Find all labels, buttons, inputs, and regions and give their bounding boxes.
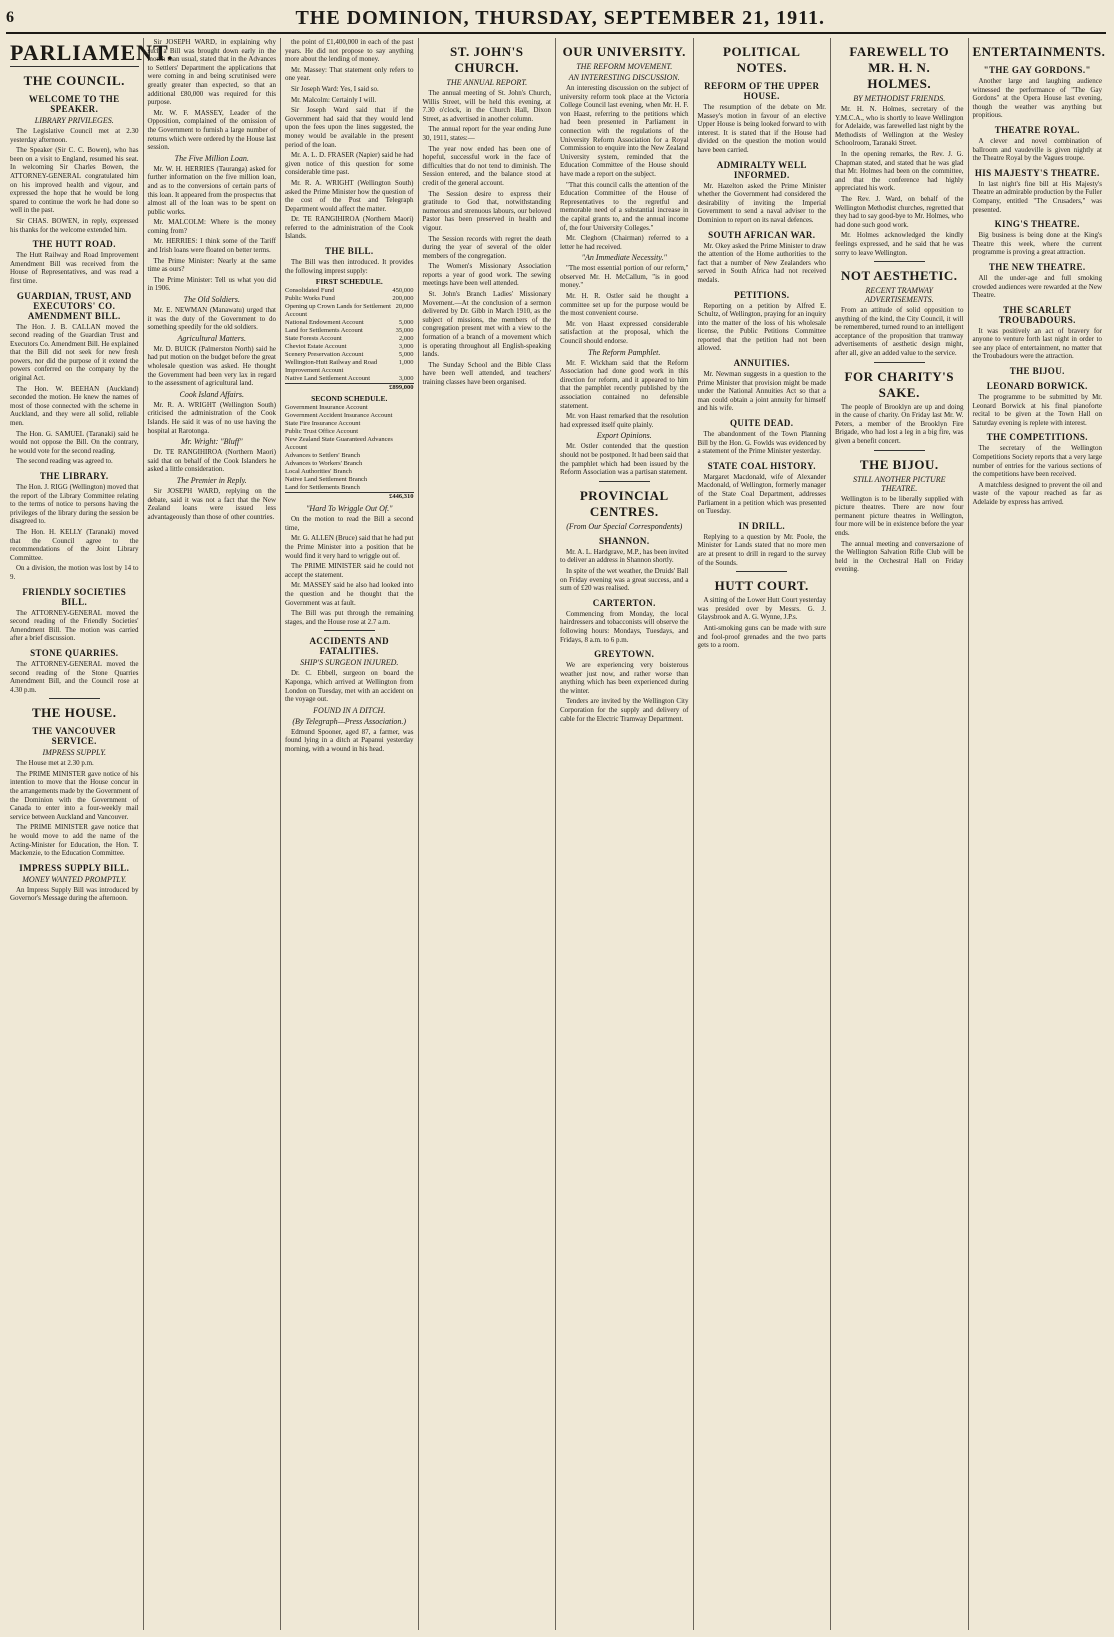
table-row: Land for Settlements Branch <box>285 484 360 492</box>
subheading: IMPRESS SUPPLY. <box>42 748 107 758</box>
subheading: (By Telegraph—Press Association.) <box>292 716 407 726</box>
subheading: RECENT TRAMWAY ADVERTISEMENTS. <box>864 286 934 305</box>
section-heading: FAREWELL TO MR. H. N. HOLMES. <box>849 44 950 91</box>
paragraph: Wellington is to be liberally supplied with picture theatres. There are now four permanent picture theatres in Wellington, four more will be in existence before the year ends. <box>835 494 964 537</box>
paragraph: Mr. HERRIES: I think some of the Tariff and Irish loans were floated on better terms. <box>147 237 276 255</box>
section-heading: HUTT COURT. <box>714 578 809 594</box>
divider <box>874 261 925 262</box>
paragraph: The annual meeting of St. John's Church, Willis Street, will be held this evening, at 7.30 o'clock, in the Church Hall, Dixon Street, as advertised in another column. <box>422 89 551 123</box>
paragraph: The Prime Minister: Tell us what you did in 1906. <box>147 275 276 293</box>
subheading: THE LIBRARY. <box>39 471 109 481</box>
table-row: Consolidated Fund 450,000 <box>285 287 414 295</box>
subheading: "An Immediate Necessity." <box>581 253 667 263</box>
table-row: State Forests Account 2,000 <box>285 335 414 343</box>
paragraph: The Speaker (Sir C. C. Bowen), who has been on a visit to England, resumed his seat. In welcoming Sir Charles Bowen, the ATTORNEY-GENERAL congratulated him on his improved health and vigour, and expressed the hope that he would be long spared to continue the work he had done so well in the past. <box>10 146 139 215</box>
subheading: SHIP'S SURGEON INJURED. <box>300 658 399 668</box>
paragraph: Mr. Hazelton asked the Prime Minister whether the Government had considered the desirability of inviting the Imperial Government to send a naval adviser to the Dominion to report on its naval defences. <box>697 181 826 224</box>
subheading: SHANNON. <box>599 535 650 546</box>
column-university <box>556 38 694 1630</box>
paragraph: Sir Joseph Ward: Yes, I said so. <box>291 84 379 93</box>
subheading: STILL ANOTHER PICTURE THEATRE. <box>852 474 946 493</box>
paragraph: The year now ended has been one of hopeful, successful work in the face of difficulties that do not tend to diminish. The Session entered, and the balance stood at credit of the general account. <box>422 144 551 187</box>
subheading: The Premier in Reply. <box>176 475 247 485</box>
subheading: Agricultural Matters. <box>177 333 246 343</box>
paragraph: The House met at 2.30 p.m. <box>16 759 94 768</box>
column-parliament <box>6 38 174 1630</box>
subheading: (From Our Special Correspondents) <box>566 521 683 531</box>
table-row: Scenery Preservation Account 5,000 <box>285 351 414 359</box>
paragraph: A matchless designed to prevent the oil and waste of the vapour reached as far as Adelaide by express has arrived. <box>972 480 1102 506</box>
paragraph: The Bill was then introduced. It provides the following imprest supply: <box>285 258 414 275</box>
table-row: Native Land Settlement Account 3,000 <box>285 375 414 383</box>
divider <box>874 450 925 451</box>
subheading: The Five Million Loan. <box>174 153 249 163</box>
paragraph: Dr. C. Ebbell, surgeon on board the Kaponga, which arrived at Wellington from London on Tuesday, met with an accident on the voyage out. <box>285 669 414 704</box>
column-political <box>694 38 832 1630</box>
table-row: Opening up Crown Lands for Settlement Account 20,000 <box>285 303 414 319</box>
subheading: IN DRILL. <box>738 520 786 531</box>
paragraph: The second reading was agreed to. <box>16 457 113 466</box>
paragraph: A sitting of the Lower Hutt Court yesterday was presided over by Messrs. G. J. Glaysbrook and A. G. Wynne, J.P.s. <box>697 596 826 622</box>
subheading: THE ANNUAL REPORT. <box>446 78 528 87</box>
paragraph: The annual report for the year ending June 30, 1911, states:— <box>422 125 551 142</box>
schedule-table <box>285 278 414 392</box>
paragraph: Tenders are invited by the Wellington City Corporation for the supply and delivery of cable for the Electric Tramway Department. <box>560 697 689 723</box>
paragraph: The Rev. J. Ward, on behalf of the Wellington Methodist churches, regretted that they had to say good-bye to Mr. Holmes, who had done such good work. <box>835 194 964 229</box>
paragraph: Mr. von Haast expressed considerable satisfaction at the proposal, which the Council should endorse. <box>560 319 689 346</box>
paragraph: The Bill was put through the remaining stages, and the House rose at 2.7 a.m. <box>285 609 414 626</box>
paragraph: The Hon. J. B. CALLAN moved the second reading of the Guardian Trust and Executors Co. Amendment Bill. He explained that the Bill did not seek for new fresh powers, nor did the purpose of it extend the powers conferred on the company by the original Act. <box>10 322 139 383</box>
subheading: KING'S THEATRE. <box>994 219 1080 230</box>
paragraph: Mr. Cleghorn (Chairman) referred to a letter he had received. <box>560 234 689 251</box>
subheading: PETITIONS. <box>734 289 790 300</box>
divider <box>874 362 925 363</box>
subheading: THEATRE ROYAL. <box>994 124 1080 135</box>
subheading: AN INTERESTING DISCUSSION. <box>568 73 680 82</box>
subheading: THE COMPETITIONS. <box>986 432 1088 443</box>
table-row: Government Accident Insurance Account <box>285 412 393 420</box>
paragraph: Anti-smoking guns can be made with sure and fool-proof grenades and the two parts gets to a room. <box>697 623 826 650</box>
column-church <box>419 38 557 1630</box>
table-row: Advances to Settlers' Branch <box>285 452 360 460</box>
paragraph: "The most essential portion of our reform," observed Mr. H. McCallum, "is in good money." <box>560 264 689 290</box>
paragraph: An Impress Supply Bill was introduced by Governor's Message during the afternoon. <box>10 885 139 903</box>
paragraph: The Sunday School and the Bible Class have been well attended, and teachers' training classes have been organised. <box>422 360 551 386</box>
subheading: STATE COAL HISTORY. <box>707 460 816 471</box>
paragraph: Mr. H. N. Holmes, secretary of the Y.M.C.A., who is shortly to leave Wellington for Adelaide, was farewelled last night by the Methodists of Wellington at the Wesley Schoolroom, Taranaki Street. <box>835 105 964 148</box>
paragraph: The Hutt Railway and Road Improvement Amendment Bill was received from the House of Representatives, and was read a first time. <box>10 251 139 285</box>
paragraph: In spite of the wet weather, the Druids' Ball on Friday evening was a great success, and a sum of £20 was realised. <box>560 566 689 593</box>
paragraph: Mr. R. A. WRIGHT (Wellington South) criticised the administration of the Cook Islands. He said it was of no use having the hospital at Rarotonga. <box>147 400 276 435</box>
paragraph: An interesting discussion on the subject of university reform took place at the Victoria College Council last evening, when Mr. H. F. von Haast, referring to the petitions which had been presented in Parliament in connection with the regulations of the University Reform Association for a Royal Commission to enquire into the New Zealand University system, reminded that the Education Committee of the House should have made a report on the subject. <box>560 84 689 178</box>
paragraph: "That this council calls the attention of the Education Committee of the House of Representatives to the regretful and memorable need of a substantial increase in the capital grants to, and the annual income of, the four University Colleges." <box>560 180 689 232</box>
paragraph: The Session records with regret the death during the year of several of the older members of the congregation. <box>422 234 551 260</box>
paragraph: Sir Joseph Ward said that if the Government had said that they would lend upon the fees upon the lines suggested, the money would be available in the present period of the loan. <box>285 106 414 149</box>
paragraph: Replying to a question by Mr. Poole, the Minister for Lands stated that no more men are at present to drill in regard to the survey of the Sounds. <box>697 532 826 567</box>
column-farewell <box>831 38 969 1630</box>
subheading: THE BILL. <box>324 246 374 257</box>
schedule-title: SECOND SCHEDULE. <box>311 394 388 404</box>
section-heading: FOR CHARITY'S SAKE. <box>844 368 954 400</box>
subheading: FOUND IN A DITCH. <box>313 705 386 715</box>
paragraph: The Hon. W. BEEHAN (Auckland) seconded the motion. He knew the names of most of those connected with the scheme in Auckland, and they were all solid, reliable men. <box>10 384 139 428</box>
columns <box>6 38 1106 1630</box>
subheading: THE VANCOUVER SERVICE. <box>32 726 117 747</box>
subheading: HIS MAJESTY'S THEATRE. <box>974 167 1100 178</box>
subheading: QUITE DEAD. <box>730 418 794 429</box>
paragraph: Mr. F. Wickham said that the Reform Association had done good work in this direction for reform, and it appeared to him that the pamphlet recently published by the association contained no defensible statement. <box>560 358 689 410</box>
paragraph: The PRIME MINISTER said he could not accept the statement. <box>285 562 414 579</box>
table-row: Wellington-Hutt Railway and Road Improvement Account 1,000 <box>285 359 414 375</box>
paragraph: The Session desire to express their gratitude to God that, notwithstanding numerous and strenuous labours, our beloved Pastor has been preserved in health and vigour. <box>422 189 551 232</box>
subheading: GREYTOWN. <box>594 649 655 660</box>
subheading: The Old Soldiers. <box>183 295 240 305</box>
subheading: Mr. Wright: "Bluff" <box>180 437 243 447</box>
paragraph: Mr. G. ALLEN (Bruce) said that he had put the Prime Minister into a position that he would find it very hard to wriggle out of. <box>285 534 414 560</box>
paragraph: St. John's Branch Ladies' Missionary Movement.—At the conclusion of a sermon delivered by Dr. Gibb in March 1910, as the subject of missions, the members of the congregation present met with a view to the formation of a branch of a movement which is operating throughout all English-speaking lands. <box>422 290 551 359</box>
subheading: THE COUNCIL. <box>23 73 125 88</box>
section-heading: NOT AESTHETIC. <box>840 268 958 284</box>
subheading: SOUTH AFRICAN WAR. <box>708 229 816 240</box>
subheading: LEONARD BORWICK. <box>986 381 1088 392</box>
paragraph: The programme to be submitted by Mr. Leonard Borwick at his final pianoforte recital to be given at the Town Hall on Saturday evening is replete with interest. <box>972 393 1102 427</box>
table-row: Advances to Workers' Branch <box>285 460 363 468</box>
subheading: Export Opinions. <box>596 431 652 441</box>
paragraph: Mr. MALCOLM: Where is the money coming from? <box>147 218 276 235</box>
paragraph: Mr. D. BUICK (Palmerston North) said he had put motion on the budget before the great wholesale question was asked. He thought the Government had been very lax in regard to the assessment of agricultural land. <box>147 344 276 388</box>
table-row: Land for Settlements Account 35,000 <box>285 327 414 335</box>
section-heading: OUR UNIVERSITY. <box>562 44 686 59</box>
table-row: Public Works Fund 200,000 <box>285 295 414 303</box>
paragraph: Margaret Macdonald, wife of Alexander Macdonald, of Wellington, formerly manager of the State Coal Department, addresses Parliament in a petition which was presented on Tuesday. <box>697 472 826 516</box>
paragraph: The secretary of the Wellington Competitions Society reports that a very large number of entries for the various sections of the competitions have been received. <box>972 444 1102 479</box>
paragraph: A clever and novel combination of ballroom and vaudeville is given nightly at the Theatre Royal by the Vagues troupe. <box>972 136 1102 163</box>
subheading: ADMIRALTY WELL INFORMED. <box>716 159 807 180</box>
divider <box>49 698 100 699</box>
paragraph: Mr. Ostler contended that the question should not be postponed. It had been said that the pamphlet which had been issued by the Reform Association was a partisan statement. <box>560 442 689 477</box>
newspaper-title: THE DOMINION, THURSDAY, SEPTEMBER 21, 1911. <box>295 6 826 29</box>
subheading: THE HOUSE. <box>32 705 117 721</box>
paragraph: Mr. Holmes acknowledged the kindly feelings expressed, and he said that he was sorry to leave Wellington. <box>835 231 964 257</box>
divider <box>324 630 375 631</box>
divider <box>599 481 650 482</box>
subheading: STONE QUARRIES. <box>30 647 119 658</box>
subheading: ACCIDENTS AND FATALITIES. <box>309 636 389 657</box>
paragraph: The people of Brooklyn are up and doing in the cause of charity. On Friday last Mr. W. Peters, a member of the Brooklyn Fire Brigade, who had lost a leg in a big fire, was given a benefit concert. <box>835 402 964 446</box>
section-heading: THE BIJOU. <box>859 456 939 472</box>
subheading: GUARDIAN, TRUST, AND EXECUTORS' CO. AMENDMENT BILL. <box>16 290 132 321</box>
paragraph: Dr. TE RANGIHIROA (Northern Maori) referred to the administration of the Cook Islands. <box>285 215 414 241</box>
subheading: FRIENDLY SOCIETIES BILL. <box>22 586 127 607</box>
page-number: 6 <box>6 9 15 26</box>
paragraph: Mr. A. L. D. FRASER (Napier) said he had given notice of this question for some considerable time past. <box>285 151 414 177</box>
section-heading: ST. JOHN'S CHURCH. <box>450 44 524 75</box>
paragraph: The ATTORNEY-GENERAL moved the second reading of the Friendly Societies' Amendment Bill. The motion was carried after a brief discussion. <box>10 608 139 643</box>
paragraph: Mr. R. A. WRIGHT (Wellington South) asked the Prime Minister how the question of the cost of the Post and Telegraph Department would affect the matter. <box>285 178 414 213</box>
paragraph: The PRIME MINISTER gave notice of his intention to move that the House concur in the arrangements made by the Government of the Dominion with the Government of Canada to enter into a four-weekly mail service between Auckland and Vancouver. <box>10 769 139 821</box>
paragraph: Mr. Malcolm: Certainly I will. <box>291 95 377 104</box>
paragraph: Sir JOSEPH WARD, in explaining why such a Bill was brought down early in the month than usual, stated that in the Advances to Settlers' Department the applications that were coming in and being scrutinised were greatly greater than expected, so that an additional £80,000 was required for this purpose. <box>147 38 276 107</box>
paragraph: Mr. W. H. HERRIES (Tauranga) asked for further information on the five million loan, and as to the conversions of certain parts of this loan. It appeared from the prospectus that almost all of the loan was to be spent on public works. <box>147 164 276 216</box>
paragraph: The Legislative Council met at 2.30 yesterday afternoon. <box>10 127 139 144</box>
paragraph: Sir CHAS. BOWEN, in reply, expressed his thanks for the welcome extended him. <box>10 216 139 234</box>
paragraph: Mr. Massey: That statement only refers to one year. <box>285 65 414 83</box>
paragraph: Mr. MASSEY said he also had looked into the question and he thought that the Government was at fault. <box>285 581 414 607</box>
paragraph: Another large and laughing audience witnessed the performance of "The Gay Gordons" at the Opera House last evening, though the weather was anything but propitious. <box>972 77 1102 120</box>
masthead <box>6 4 1106 34</box>
paragraph: Edmund Spooner, aged 87, a farmer, was found lying in a ditch at Papanui yesterday morning, with a wound in his head. <box>285 727 414 753</box>
table-row: Government Insurance Account <box>285 404 368 412</box>
column-parliament-cont <box>144 38 282 1630</box>
table-row: Local Authorities' Branch <box>285 468 352 476</box>
table-row: Native Land Settlement Branch <box>285 476 368 484</box>
paragraph: In last night's fine bill at His Majesty's Theatre an admirable production by the Fuller Company, entitled "The Crusaders," was presented. <box>972 179 1102 214</box>
paragraph: All the under-age and full smoking crowded audiences were rewarded at the New Theatre. <box>972 273 1102 300</box>
paragraph: The abandonment of the Town Planning Bill by the Hon. G. Fowlds was evidenced by a statement of the Prime Minister yesterday. <box>697 430 826 456</box>
section-heading: PROVINCIAL CENTRES. <box>579 487 669 519</box>
column-entertainments <box>969 38 1107 1630</box>
paragraph: The PRIME MINISTER gave notice that he would move to add the name of the Acting-Minister for Education, the Hon. T. Mackenzie, to the Education Committee. <box>10 823 139 858</box>
paragraph: Mr. A. L. Hardgrave, M.P., has been invited to deliver an address in Shannon shortly. <box>560 547 689 565</box>
subheading: IMPRESS SUPPLY BILL. <box>19 862 130 873</box>
subheading: ANNUITIES. <box>733 358 790 369</box>
table-row: New Zealand State Guaranteed Advances Account <box>285 436 393 452</box>
table-total: £899,000 <box>285 383 414 392</box>
table-row: State Fire Insurance Account <box>285 420 361 428</box>
section-heading: PARLIAMENT. <box>10 40 174 65</box>
subheading: BY METHODIST FRIENDS. <box>853 94 946 103</box>
subheading: THE REFORM MOVEMENT. <box>576 62 673 71</box>
schedule-table <box>285 395 414 501</box>
subheading: THE SCARLET TROUBADOURS. <box>998 304 1076 325</box>
paragraph: We are experiencing very boisterous weather just now, and rather worse than anything which has been experienced during the winter. <box>560 661 689 695</box>
paragraph: Reporting on a petition by Alfred E. Schultz, of Wellington, praying for an inquiry into the matter of the loss of his wholesale license, the Public Petitions Committee reported that the petition had not been allowed. <box>697 301 826 353</box>
paragraph: Mr. von Haast remarked that the resolution had expressed itself quite plainly. <box>560 412 689 429</box>
paragraph: The Hon. G. SAMUEL (Taranaki) said he would not oppose the Bill. On the contrary, he would vote for the second reading. <box>10 429 139 455</box>
paragraph: Mr. Okey asked the Prime Minister to draw the attention of the Home authorities to the fact that a number of New Zealanders who served in South Africa had not received medals. <box>697 241 826 284</box>
paragraph: In the opening remarks, the Rev. J. G. Chapman stated, and stated that he was glad that Mr. Holmes had been on the committee, and that the conference had highly appreciated his work. <box>835 149 964 193</box>
paragraph: Mr. H. R. Ostler said he thought a committee set up for the purpose would be the most convenient course. <box>560 292 689 318</box>
section-heading: ENTERTAINMENTS. <box>972 44 1106 59</box>
paragraph: From an attitude of solid opposition to anything of the kind, the City Council, it will be remembered, turned round to an intelligent acceptance of the proposition that tramway advertisements of aesthetic design might, after all, give an added value to the service. <box>835 306 964 358</box>
subheading: REFORM OF THE UPPER HOUSE. <box>704 81 820 101</box>
paragraph: On the motion to read the Bill a second time, <box>285 515 414 532</box>
subheading: THE NEW THEATRE. <box>988 261 1086 272</box>
table-row: National Endowment Account 5,000 <box>285 319 414 327</box>
paragraph: Big business is being done at the King's Theatre this week, where the current programme is proving a great attraction. <box>972 231 1102 257</box>
paragraph: It was positively an act of bravery for anyone to venture forth last night in order to see any place of entertainment, no matter that the Troubadours were the attraction. <box>972 326 1102 361</box>
column-bill <box>281 38 419 1630</box>
table-row: Cheviot Estate Account 3,000 <box>285 343 414 351</box>
subheading: LIBRARY PRIVILEGES. <box>34 116 114 125</box>
paragraph: Sir JOSEPH WARD, replying on the debate, said it was not a fact that the New Zealand loans were issued less advantageously than those of other countries. <box>147 486 276 521</box>
subheading: WELCOME TO THE SPEAKER. <box>28 94 120 114</box>
subheading: "Hard To Wriggle Out Of." <box>306 504 393 514</box>
subheading: MONEY WANTED PROMPTLY. <box>22 874 127 884</box>
paragraph: Mr. Newman suggests in a question to the Prime Minister that provision might be made under the National Annuities Act so that a man could obtain a joint annuity for himself and his wife. <box>697 370 826 413</box>
paragraph: Mr. W. F. MASSEY, Leader of the Opposition, complained of the omission of the Government to furnish a large number of returns which were ordered by the House last session. <box>147 108 276 152</box>
paragraph: The Hon. J. RIGG (Wellington) moved that the report of the Library Committee relating to the terms of notice to persons having the privileges of the library during the session be disagreed to. <box>10 483 139 526</box>
paragraph: The Women's Missionary Association reports a year of good work. The sewing meetings have been well attended. <box>422 262 551 288</box>
table-row: Public Trust Office Account <box>285 428 359 436</box>
paragraph: Commencing from Monday, the local hairdressers and tobacconists will observe the following hours: Mondays, Tuesdays, and Fridays, 8 a.m. to 6 p.m. <box>560 609 689 644</box>
subheading: THE BIJOU. <box>1009 366 1065 377</box>
subheading: Cook Island Affairs. <box>179 389 245 399</box>
paragraph: The resumption of the debate on Mr. Massey's motion in favour of an elective Upper House is being looked forward to with interest. It is stated that if the House had divided on the question the motion would have been carried. <box>697 103 826 154</box>
paragraph: Dr. TE RANGIHIROA (Northern Maori) said that on behalf of the Cook Islanders he asked a little consideration. <box>147 448 276 474</box>
subheading: THE HUTT ROAD. <box>32 239 116 250</box>
paragraph: The annual meeting and conversazione of the Wellington Salvation Rifle Club will be held in the Orchestral Hall on Friday evening. <box>835 539 964 574</box>
paragraph: The Prime Minister: Nearly at the same time as ours? <box>147 256 276 274</box>
paragraph: The Hon. H. KELLY (Taranaki) moved that the Council agree to the recommendations of the Joint Library Committee. <box>10 527 139 562</box>
paragraph: Mr. E. NEWMAN (Manawatu) urged that it was the duty of the Government to do something speedily for the old soldiers. <box>147 306 276 332</box>
subheading: The Reform Pamphlet. <box>588 347 661 357</box>
section-heading: POLITICAL NOTES. <box>723 44 801 75</box>
paragraph: The ATTORNEY-GENERAL moved the second reading of the Stone Quarries Amendment Bill, and the Council rose at 4.30 p.m. <box>10 659 139 694</box>
schedule-title: FIRST SCHEDULE. <box>315 277 383 287</box>
paragraph: On a division, the motion was lost by 14 to 9. <box>10 564 139 581</box>
subheading: CARTERTON. <box>592 597 656 608</box>
subheading: "THE GAY GORDONS." <box>983 65 1091 75</box>
paragraph: the point of £1,400,000 in each of the past years. He did not propose to say anything more about the lending of money. <box>285 38 414 64</box>
table-total: £446,310 <box>285 492 414 501</box>
divider <box>736 571 787 572</box>
